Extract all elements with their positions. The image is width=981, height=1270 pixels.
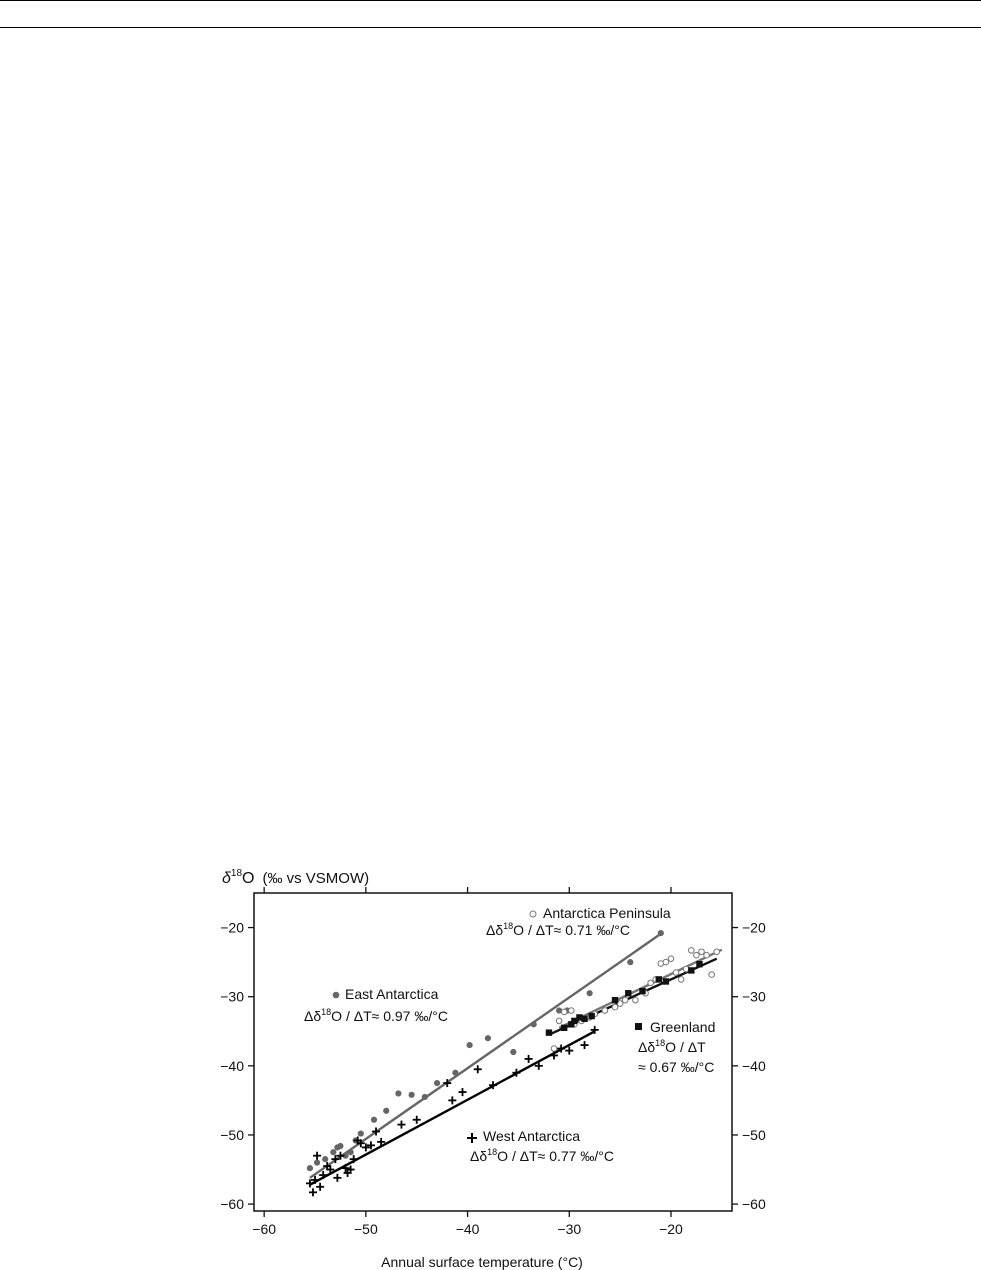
data-point-greenland <box>656 976 662 982</box>
data-point-east-antarctica <box>371 1117 377 1123</box>
data-point-west-antarctica <box>448 1096 456 1104</box>
data-point-east-antarctica <box>383 1108 389 1114</box>
data-point-antarctica-peninsula <box>663 959 669 965</box>
data-point-east-antarctica <box>337 1143 343 1149</box>
data-point-east-antarctica <box>434 1080 440 1086</box>
legend-label-east-antarctica: East Antarctica <box>345 986 439 1002</box>
data-point-east-antarctica <box>485 1035 491 1041</box>
data-point-antarctica-peninsula <box>704 952 710 958</box>
data-point-antarctica-peninsula <box>668 956 674 962</box>
data-point-west-antarctica <box>316 1183 324 1191</box>
data-point-east-antarctica <box>467 1042 473 1048</box>
slope-pre-west: Δδ <box>470 1148 488 1164</box>
slope-post-greenland: O / ΔT <box>665 1039 706 1055</box>
data-point-east-antarctica <box>658 930 664 936</box>
data-point-antarctica-peninsula <box>694 952 700 958</box>
y-tick-label-left: −50 <box>220 1126 244 1143</box>
data-point-east-antarctica <box>358 1130 364 1136</box>
data-point-greenland <box>588 1013 594 1019</box>
data-point-greenland <box>688 967 694 973</box>
data-point-greenland <box>696 961 702 967</box>
legend-marker-east-antarctica <box>333 992 340 999</box>
slope-label-greenland <box>638 1038 706 1055</box>
y-axis-title-units: (‰ vs VSMOW) <box>262 870 370 887</box>
data-point-antarctica-peninsula <box>602 1008 608 1014</box>
slope-post-west: O / ΔT≈ 0.77 ‰/°C <box>497 1148 614 1164</box>
y-axis-title-o: O <box>242 870 255 887</box>
y-axis-title-delta: δ <box>222 870 231 887</box>
x-axis-title: Annual surface temperature (°C) <box>381 1254 583 1270</box>
y-tick-label-left: −30 <box>220 988 244 1005</box>
legend-marker-greenland <box>635 1023 642 1030</box>
data-point-east-antarctica <box>322 1156 328 1162</box>
data-point-greenland <box>561 1025 567 1031</box>
data-point-west-antarctica <box>525 1055 533 1063</box>
legend-label-antarctica-peninsula: Antarctica Peninsula <box>543 905 671 921</box>
x-tick-label: −40 <box>455 1221 480 1237</box>
y-tick-label-right: −30 <box>742 988 766 1005</box>
data-point-greenland <box>581 1016 587 1022</box>
data-point-antarctica-peninsula <box>673 970 679 976</box>
slope-label-east-antarctica <box>304 1007 448 1024</box>
data-point-east-antarctica <box>409 1092 415 1098</box>
x-tick-label: −30 <box>557 1221 582 1237</box>
data-point-east-antarctica <box>452 1070 458 1076</box>
data-point-east-antarctica <box>314 1160 320 1166</box>
data-point-west-antarctica <box>397 1121 405 1129</box>
data-point-greenland <box>546 1029 552 1035</box>
slope-post-east: O / ΔT≈ 0.97 ‰/°C <box>331 1008 448 1024</box>
x-tick-label: −20 <box>659 1221 683 1237</box>
x-tick-label: −60 <box>252 1221 277 1237</box>
y-tick-label-right: −40 <box>742 1057 766 1074</box>
slope-value-greenland: ≈ 0.67 ‰/°C <box>638 1059 715 1075</box>
legend-marker-antarctica-peninsula <box>530 911 536 917</box>
data-point-east-antarctica <box>510 1049 516 1055</box>
data-point-greenland <box>663 978 669 984</box>
data-point-west-antarctica <box>474 1065 482 1073</box>
data-point-antarctica-peninsula <box>689 948 695 954</box>
data-point-antarctica-peninsula <box>551 1046 557 1052</box>
y-tick-label-left: −20 <box>220 919 244 936</box>
data-point-west-antarctica <box>458 1088 466 1096</box>
data-point-antarctica-peninsula <box>556 1018 562 1024</box>
data-point-west-antarctica <box>333 1174 341 1182</box>
data-point-east-antarctica <box>348 1149 354 1155</box>
slope-sup-greenland: 18 <box>655 1038 666 1048</box>
data-point-greenland <box>639 988 645 994</box>
data-point-antarctica-peninsula <box>714 949 720 955</box>
data-point-east-antarctica <box>395 1090 401 1096</box>
slope-label-west-antarctica <box>470 1147 614 1164</box>
data-point-antarctica-peninsula <box>633 997 639 1003</box>
y-tick-label-right: −20 <box>742 919 766 936</box>
data-point-east-antarctica <box>422 1094 428 1100</box>
data-point-west-antarctica <box>309 1188 317 1196</box>
data-point-antarctica-peninsula <box>612 1004 618 1010</box>
data-point-antarctica-peninsula <box>561 1009 567 1015</box>
y-tick-label-left: −60 <box>220 1196 244 1213</box>
data-point-antarctica-peninsula <box>648 980 654 986</box>
data-point-east-antarctica <box>531 1021 537 1027</box>
data-point-antarctica-peninsula <box>699 949 705 955</box>
y-axis-title-sup: 18 <box>230 868 243 879</box>
y-tick-label-right: −50 <box>742 1126 766 1143</box>
slope-pre-greenland: Δδ <box>638 1039 656 1055</box>
plot-frame <box>254 893 732 1211</box>
data-point-east-antarctica <box>307 1165 313 1171</box>
data-point-antarctica-peninsula <box>569 1008 575 1014</box>
data-point-greenland <box>612 997 618 1003</box>
data-point-west-antarctica <box>413 1116 421 1124</box>
slope-sup-peninsula: 18 <box>503 921 514 931</box>
slope-pre-east: Δδ <box>304 1008 322 1024</box>
slope-sup-west: 18 <box>487 1147 498 1157</box>
data-point-antarctica-peninsula <box>622 997 628 1003</box>
slope-label-antarctica-peninsula <box>486 921 630 938</box>
slope-sup-east: 18 <box>321 1007 332 1017</box>
data-point-west-antarctica <box>581 1041 589 1049</box>
data-point-greenland <box>625 990 631 996</box>
data-point-east-antarctica <box>330 1149 336 1155</box>
legend-marker-west-antarctica <box>467 1133 477 1143</box>
legend-label-greenland: Greenland <box>650 1019 716 1035</box>
x-tick-label: −50 <box>353 1221 378 1237</box>
y-tick-label-left: −40 <box>220 1057 244 1074</box>
data-point-antarctica-peninsula <box>678 977 684 983</box>
x-axis <box>252 887 683 1237</box>
data-point-antarctica-peninsula <box>709 972 715 978</box>
y-axis-title <box>222 868 369 887</box>
data-point-east-antarctica <box>587 990 593 996</box>
slope-post-peninsula: O / ΔT≈ 0.71 ‰/°C <box>513 922 630 938</box>
legend-label-west-antarctica: West Antarctica <box>483 1128 581 1144</box>
slope-pre-peninsula: Δδ <box>486 922 504 938</box>
data-point-west-antarctica <box>313 1152 321 1160</box>
y-tick-label-right: −60 <box>742 1196 766 1213</box>
data-point-east-antarctica <box>627 959 633 965</box>
